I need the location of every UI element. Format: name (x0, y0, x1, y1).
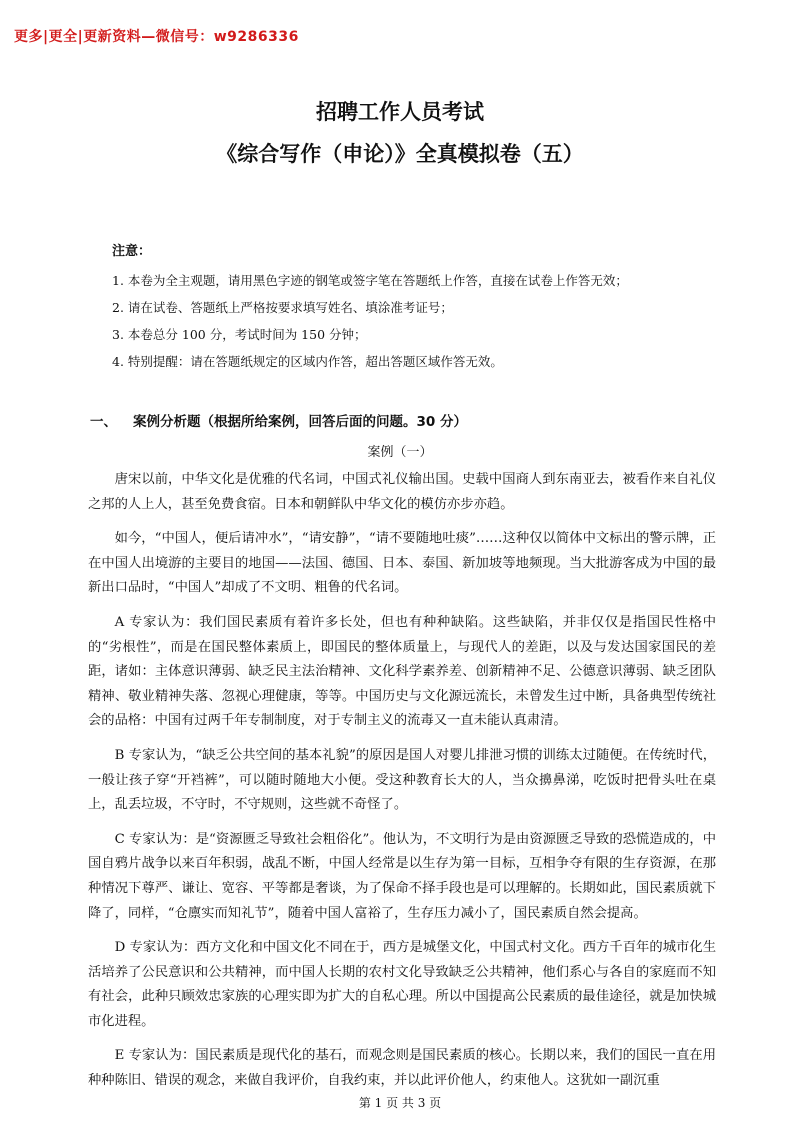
paragraph: A 专家认为：我们国民素质有着许多长处，但也有种种缺陷。这些缺陷，并非仅仅是指国民性格中的“劣根性”，而是在国民整体素质上，即国民的整体质量上，与现代人的差距，以及与发达国家国民的差距，诸如：主体意识薄弱、缺乏民主法治精神、文化科学素养差、创新精神不足、公德意识薄弱、缺乏团队精神、敬业精神失落、忽视心理健康，等等。中国历史与文化源远流长，未曾发生过中断，具备典型传统社会的品格：中国有过两千年专制制度，对于专制主义的流毒又一直未能认真肃清。 (88, 614, 716, 729)
notice-item: 2. 请在试卷、答题纸上严格按要求填写姓名、填涂准考证号； (112, 300, 453, 315)
paragraph: C 专家认为：是“资源匮乏导致社会粗俗化”。他认为，不文明行为是由资源匮乏导致的恐慌造成的，中国自鸦片战争以来百年积弱，战乱不断，中国人经常是以生存为第一目标，互相争夺有限的生存资源，在那种情况下尊严、谦让、宽容、平等都是奢谈，为了保命不择手段也是可以理解的。长期如此，国民素质就下降了，同样，“仓廪实而知礼节”，随着中国人富裕了，生存压力减小了，国民素质自然会提高。 (88, 831, 716, 921)
paragraph: B 专家认为，“缺乏公共空间的基本礼貌”的原因是国人对婴儿排泄习惯的训练太过随便。在传统时代，一般让孩子穿“开裆裤”，可以随时随地大小便。受这种教育长大的人，当众擤鼻涕，吃饭时把骨头吐在桌上，乱丢垃圾，不守时，不守规则，这些就不奇怪了。 (88, 747, 716, 813)
wechat-banner: 更多|更全|更新资料—微信号：w9286336 (14, 29, 299, 45)
notice-item: 3. 本卷总分 100 分，考试时间为 150 分钟； (112, 327, 367, 342)
section-heading (90, 410, 467, 430)
notice-heading: 注意： (112, 244, 152, 259)
paragraph: E 专家认为：国民素质是现代化的基石，而观念则是国民素质的核心。长期以来，我们的国民一直在用种种陈旧、错误的观念，来做自我评价，自我约束，并以此评价他人，约束他人。这犹如一副沉重 (88, 1048, 716, 1089)
case-title: 案例（一） (367, 445, 433, 460)
paragraph: D 专家认为：西方文化和中国文化不同在于，西方是城堡文化，中国式村文化。西方千百年的城市化生活培养了公民意识和公共精神，而中国人长期的农村文化导致缺乏公共精神，他们系心与各自的家庭而不知有社会，此种只顾效忠家族的心理实即为扩大的自私心理。所以中国提高公民素质的最佳途径，就是加快城市化进程。 (88, 940, 716, 1029)
section-number: 一、 (90, 414, 117, 430)
case-body (88, 468, 716, 1104)
notice-block (112, 240, 732, 375)
notice-item: 1. 本卷为全主观题，请用黑色字迹的钢笔或签字笔在答题纸上作答，直接在试卷上作答无效； (112, 273, 628, 288)
exam-subtitle: 《综合写作（申论）》全真模拟卷（五） (216, 142, 584, 166)
paragraph: 如今，“中国人，便后请冲水”，“请安静”，“请不要随地吐痰”……这种仅以简体中文标出的警示牌，正在中国人出境游的主要目的地国——法国、德国、日本、泰国、新加坡等地频现。当大批游客成为中国的最新出口品时，“中国人”却成了不文明、粗鲁的代名词。 (88, 531, 716, 596)
page-footer: 第 1 页 共 3 页 (358, 1096, 442, 1110)
exam-title: 招聘工作人员考试 (316, 100, 484, 124)
paragraph: 唐宋以前，中华文化是优雅的代名词，中国式礼仪输出国。史载中国商人到东南亚去，被看作来自礼仪之邦的人上人，甚至免费食宿。日本和朝鲜队中华文化的模仿亦步亦趋。 (88, 472, 716, 512)
notice-item: 4. 特别提醒：请在答题纸规定的区域内作答，超出答题区域作答无效。 (112, 354, 503, 369)
section-title: 案例分析题（根据所给案例，回答后面的问题。30 分） (133, 414, 467, 430)
